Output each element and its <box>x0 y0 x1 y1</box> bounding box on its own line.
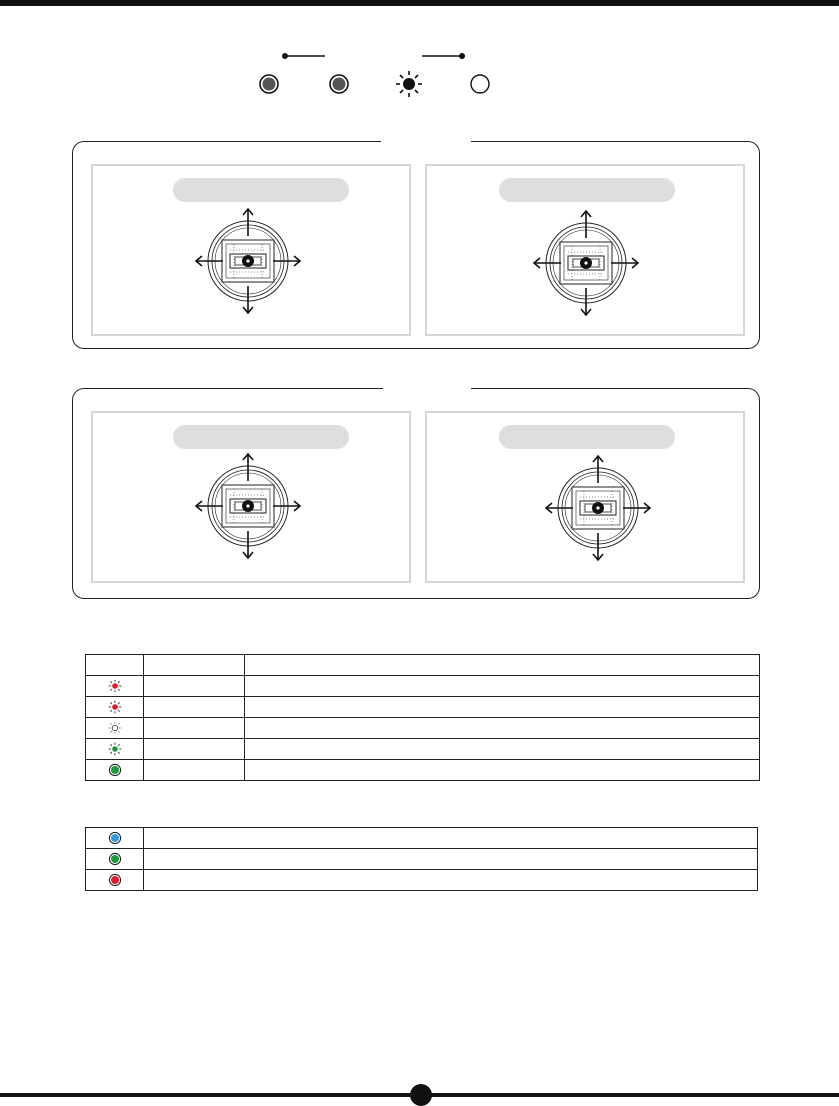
bracket-right <box>422 53 465 59</box>
led-solid-green-icon <box>108 852 122 866</box>
table-cell <box>144 718 245 739</box>
sub-panel-right <box>425 164 745 336</box>
led-solid-green-icon <box>108 763 122 777</box>
table-cell <box>144 697 245 718</box>
header-cell <box>86 655 144 676</box>
mode-panel-2 <box>72 388 760 599</box>
table-row <box>86 849 758 870</box>
led-solid-dark-icon <box>260 75 278 93</box>
table-row <box>86 828 758 849</box>
table-cell <box>144 760 245 781</box>
joystick-diagram <box>531 208 641 318</box>
led-flash-white-icon <box>108 721 122 735</box>
table-cell <box>245 718 760 739</box>
led-off-icon <box>471 75 489 93</box>
table-cell <box>144 739 245 760</box>
table-cell <box>144 676 245 697</box>
sub-panel-label <box>499 178 675 202</box>
led-flash-red-icon <box>108 679 122 693</box>
table-cell <box>245 760 760 781</box>
top-rule <box>0 0 839 6</box>
header-cell <box>144 655 245 676</box>
sub-panel-right <box>425 411 745 583</box>
mode-panel-1 <box>72 141 760 349</box>
led-solid-dark-icon <box>330 75 348 93</box>
sub-panel-left <box>91 411 411 583</box>
led-solid-blue-icon <box>108 831 122 845</box>
joystick-diagram <box>193 451 303 561</box>
table-cell <box>245 676 760 697</box>
led-flash-black-icon <box>396 71 422 97</box>
joystick-diagram <box>543 453 653 563</box>
led-flash-green-icon <box>108 742 122 756</box>
table-row <box>86 760 760 781</box>
table-row <box>86 718 760 739</box>
header-cell <box>245 655 760 676</box>
indicator-row <box>240 40 520 110</box>
table-cell <box>245 739 760 760</box>
table-cell <box>144 828 758 849</box>
page-marker-dot <box>410 1084 432 1106</box>
table-row <box>86 870 758 891</box>
joystick-diagram <box>193 206 303 316</box>
table-cell <box>245 697 760 718</box>
led-status-table <box>85 654 760 781</box>
table-row <box>86 676 760 697</box>
table-row <box>86 739 760 760</box>
table-cell <box>144 870 758 891</box>
bracket-left <box>282 53 325 59</box>
led-flash-red-icon <box>108 700 122 714</box>
table-row <box>86 697 760 718</box>
led-solid-red-icon <box>108 873 122 887</box>
led-color-table <box>85 827 758 891</box>
panel-title-gap <box>381 139 471 143</box>
table-header-row <box>86 655 760 676</box>
sub-panel-label <box>499 425 675 449</box>
sub-panel-label <box>173 425 349 449</box>
sub-panel-left <box>91 164 411 336</box>
panel-title-gap <box>383 386 471 390</box>
sub-panel-label <box>173 178 349 202</box>
table-cell <box>144 849 758 870</box>
